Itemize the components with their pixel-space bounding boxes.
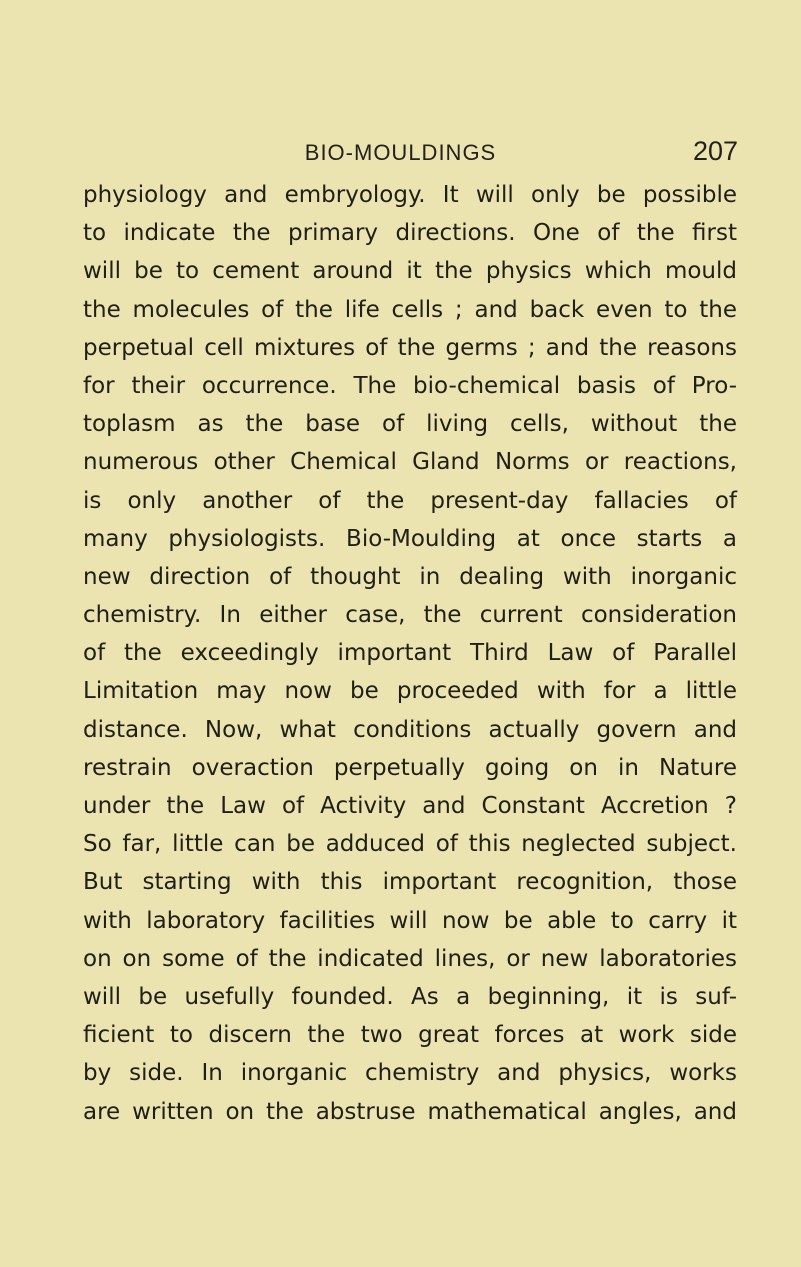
text-line: numerous other Chemical Gland Norms or reactions, — [83, 449, 737, 476]
text-line: with laboratory facilities will now be able to carry it — [83, 907, 737, 934]
text-line: will be to cement around it the physics which mould — [83, 258, 737, 285]
text-line: toplasm as the base of living cells, without the — [83, 411, 737, 438]
text-line: for their occurrence. The bio-chemical basis of Pro- — [83, 372, 737, 399]
text-line: distance. Now, what conditions actually govern and — [83, 716, 737, 743]
text-line: physiology and embryology. It will only be possible — [83, 182, 737, 208]
text-line: is only another of the present-day fallacies of — [83, 487, 737, 514]
text-line: on on some of the indicated lines, or new laboratories — [83, 945, 737, 972]
text-line: will be usefully founded. As a beginning, it is suf- — [83, 983, 737, 1010]
text-line: to indicate the primary directions. One of the first — [83, 220, 737, 247]
running-head — [0, 136, 801, 172]
text-line: Limitation may now be proceeded with for a little — [83, 678, 737, 705]
text-line: But starting with this important recognition, those — [83, 869, 737, 896]
text-line: perpetual cell mixtures of the germs ; and the reasons — [83, 334, 737, 361]
text-line: So far, little can be adduced of this neglected subject. — [83, 831, 737, 858]
text-line: new direction of thought in dealing with inorganic — [83, 563, 737, 590]
text-line: ficient to discern the two great forces at work side — [83, 1022, 737, 1049]
text-line: restrain overaction perpetually going on in Nature — [83, 754, 737, 781]
text-line: by side. In inorganic chemistry and physics, works — [83, 1060, 737, 1087]
text-line: many physiologists. Bio-Moulding at once starts a — [83, 525, 737, 552]
text-line: of the exceedingly important Third Law of Parallel — [83, 640, 737, 667]
body-paragraph — [83, 176, 737, 1131]
text-line: are written on the abstruse mathematical angles, and — [83, 1098, 737, 1125]
running-title: BIO-MOULDINGS — [304, 140, 497, 165]
page-number: 207 — [692, 136, 738, 166]
text-line: chemistry. In either case, the current consideration — [83, 602, 737, 629]
text-line: the molecules of the life cells ; and back even to the — [83, 296, 737, 323]
text-line: under the Law of Activity and Constant Accretion ? — [83, 793, 737, 819]
